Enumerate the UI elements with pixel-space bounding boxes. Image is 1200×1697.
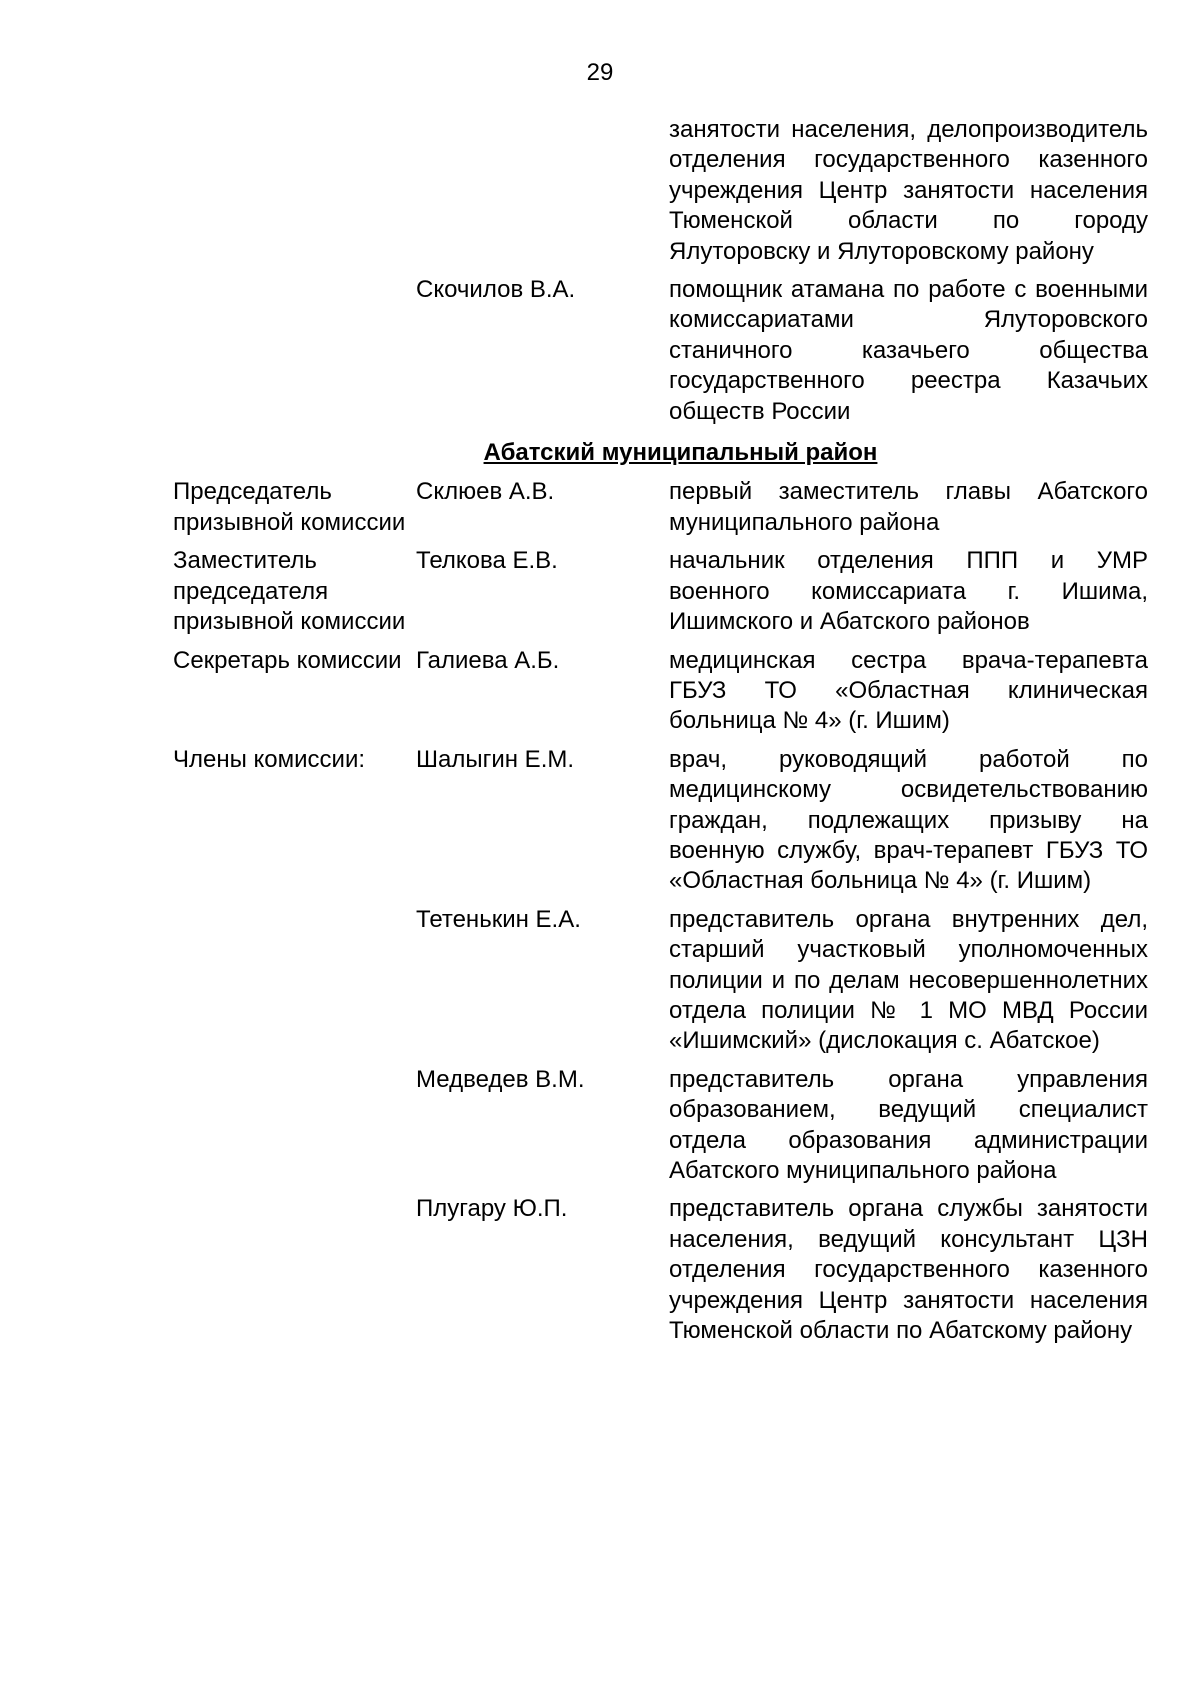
table-row — [173, 115, 1148, 267]
description-cell: медицинская сестра врача-терапевта ГБУЗ ТО «Областная клиническая больница № 4» (г. Ишим) — [669, 646, 1148, 735]
description-cell: представитель органа службы занятости населения, ведущий консультант ЦЗН отделения государственного казенного учреждения Центр занятости населения Тюменской области по Абатскому району — [669, 1195, 1148, 1345]
table-row — [173, 477, 1148, 538]
role-cell: Секретарь комиссии — [173, 646, 402, 674]
name-cell: Склюев А.В. — [416, 478, 555, 506]
description-cell: начальник отделения ППП и УМР военного комиссариата г. Ишима, Ишимского и Абатского районов — [669, 547, 1148, 636]
section-title: Абатский муниципальный район — [483, 439, 878, 467]
description-cell: представитель органа управления образованием, ведущий специалист отдела образования администрации Абатского муниципального района — [669, 1065, 1148, 1184]
table-row — [173, 646, 1148, 737]
table-row — [173, 1065, 1148, 1187]
description-cell: помощник атамана по работе с военными комиссариатами Ялуторовского станичного казачьего общества государственного реестра Казачьих обществ России — [669, 276, 1148, 425]
name-cell: Шалыгин Е.М. — [416, 745, 575, 773]
commission-list — [173, 115, 1148, 1346]
name-cell: Галиева А.Б. — [416, 646, 560, 674]
role-cell: Члены комиссии: — [173, 745, 366, 773]
name-cell: Плугару Ю.П. — [416, 1195, 568, 1223]
name-cell: Тетенькин Е.А. — [416, 905, 581, 933]
name-cell: Телкова Е.В. — [416, 547, 558, 575]
table-row — [173, 1194, 1148, 1346]
table-row — [173, 905, 1148, 1057]
name-cell: Скочилов В.А. — [416, 276, 576, 304]
description-cell: первый заместитель главы Абатского муниципального района — [669, 478, 1148, 536]
name-cell: Медведев В.М. — [416, 1065, 585, 1093]
table-row — [173, 275, 1148, 427]
role-cell: Председатель призывной комиссии — [173, 478, 406, 536]
description-cell: представитель органа внутренних дел, старший участковый уполномоченных полиции и по делам несовершеннолетних отдела полиции № 1 МО МВД России «Ишимский» (дислокация с. Абатское) — [669, 905, 1148, 1055]
page-number: 29 — [586, 59, 614, 86]
role-cell: Заместитель председателя призывной комиссии — [173, 547, 406, 636]
table-row — [173, 546, 1148, 637]
description-cell: занятости населения, делопроизводитель отделения государственного казенного учреждения Центр занятости населения Тюменской области по городу Ялуторовску и Ялуторовскому району — [669, 116, 1148, 265]
table-row — [173, 745, 1148, 897]
description-cell: врач, руководящий работой по медицинскому освидетельствованию граждан, подлежащих призыву на военную службу, врач-терапевт ГБУЗ ТО «Областная больница № 4» (г. Ишим) — [669, 745, 1148, 895]
